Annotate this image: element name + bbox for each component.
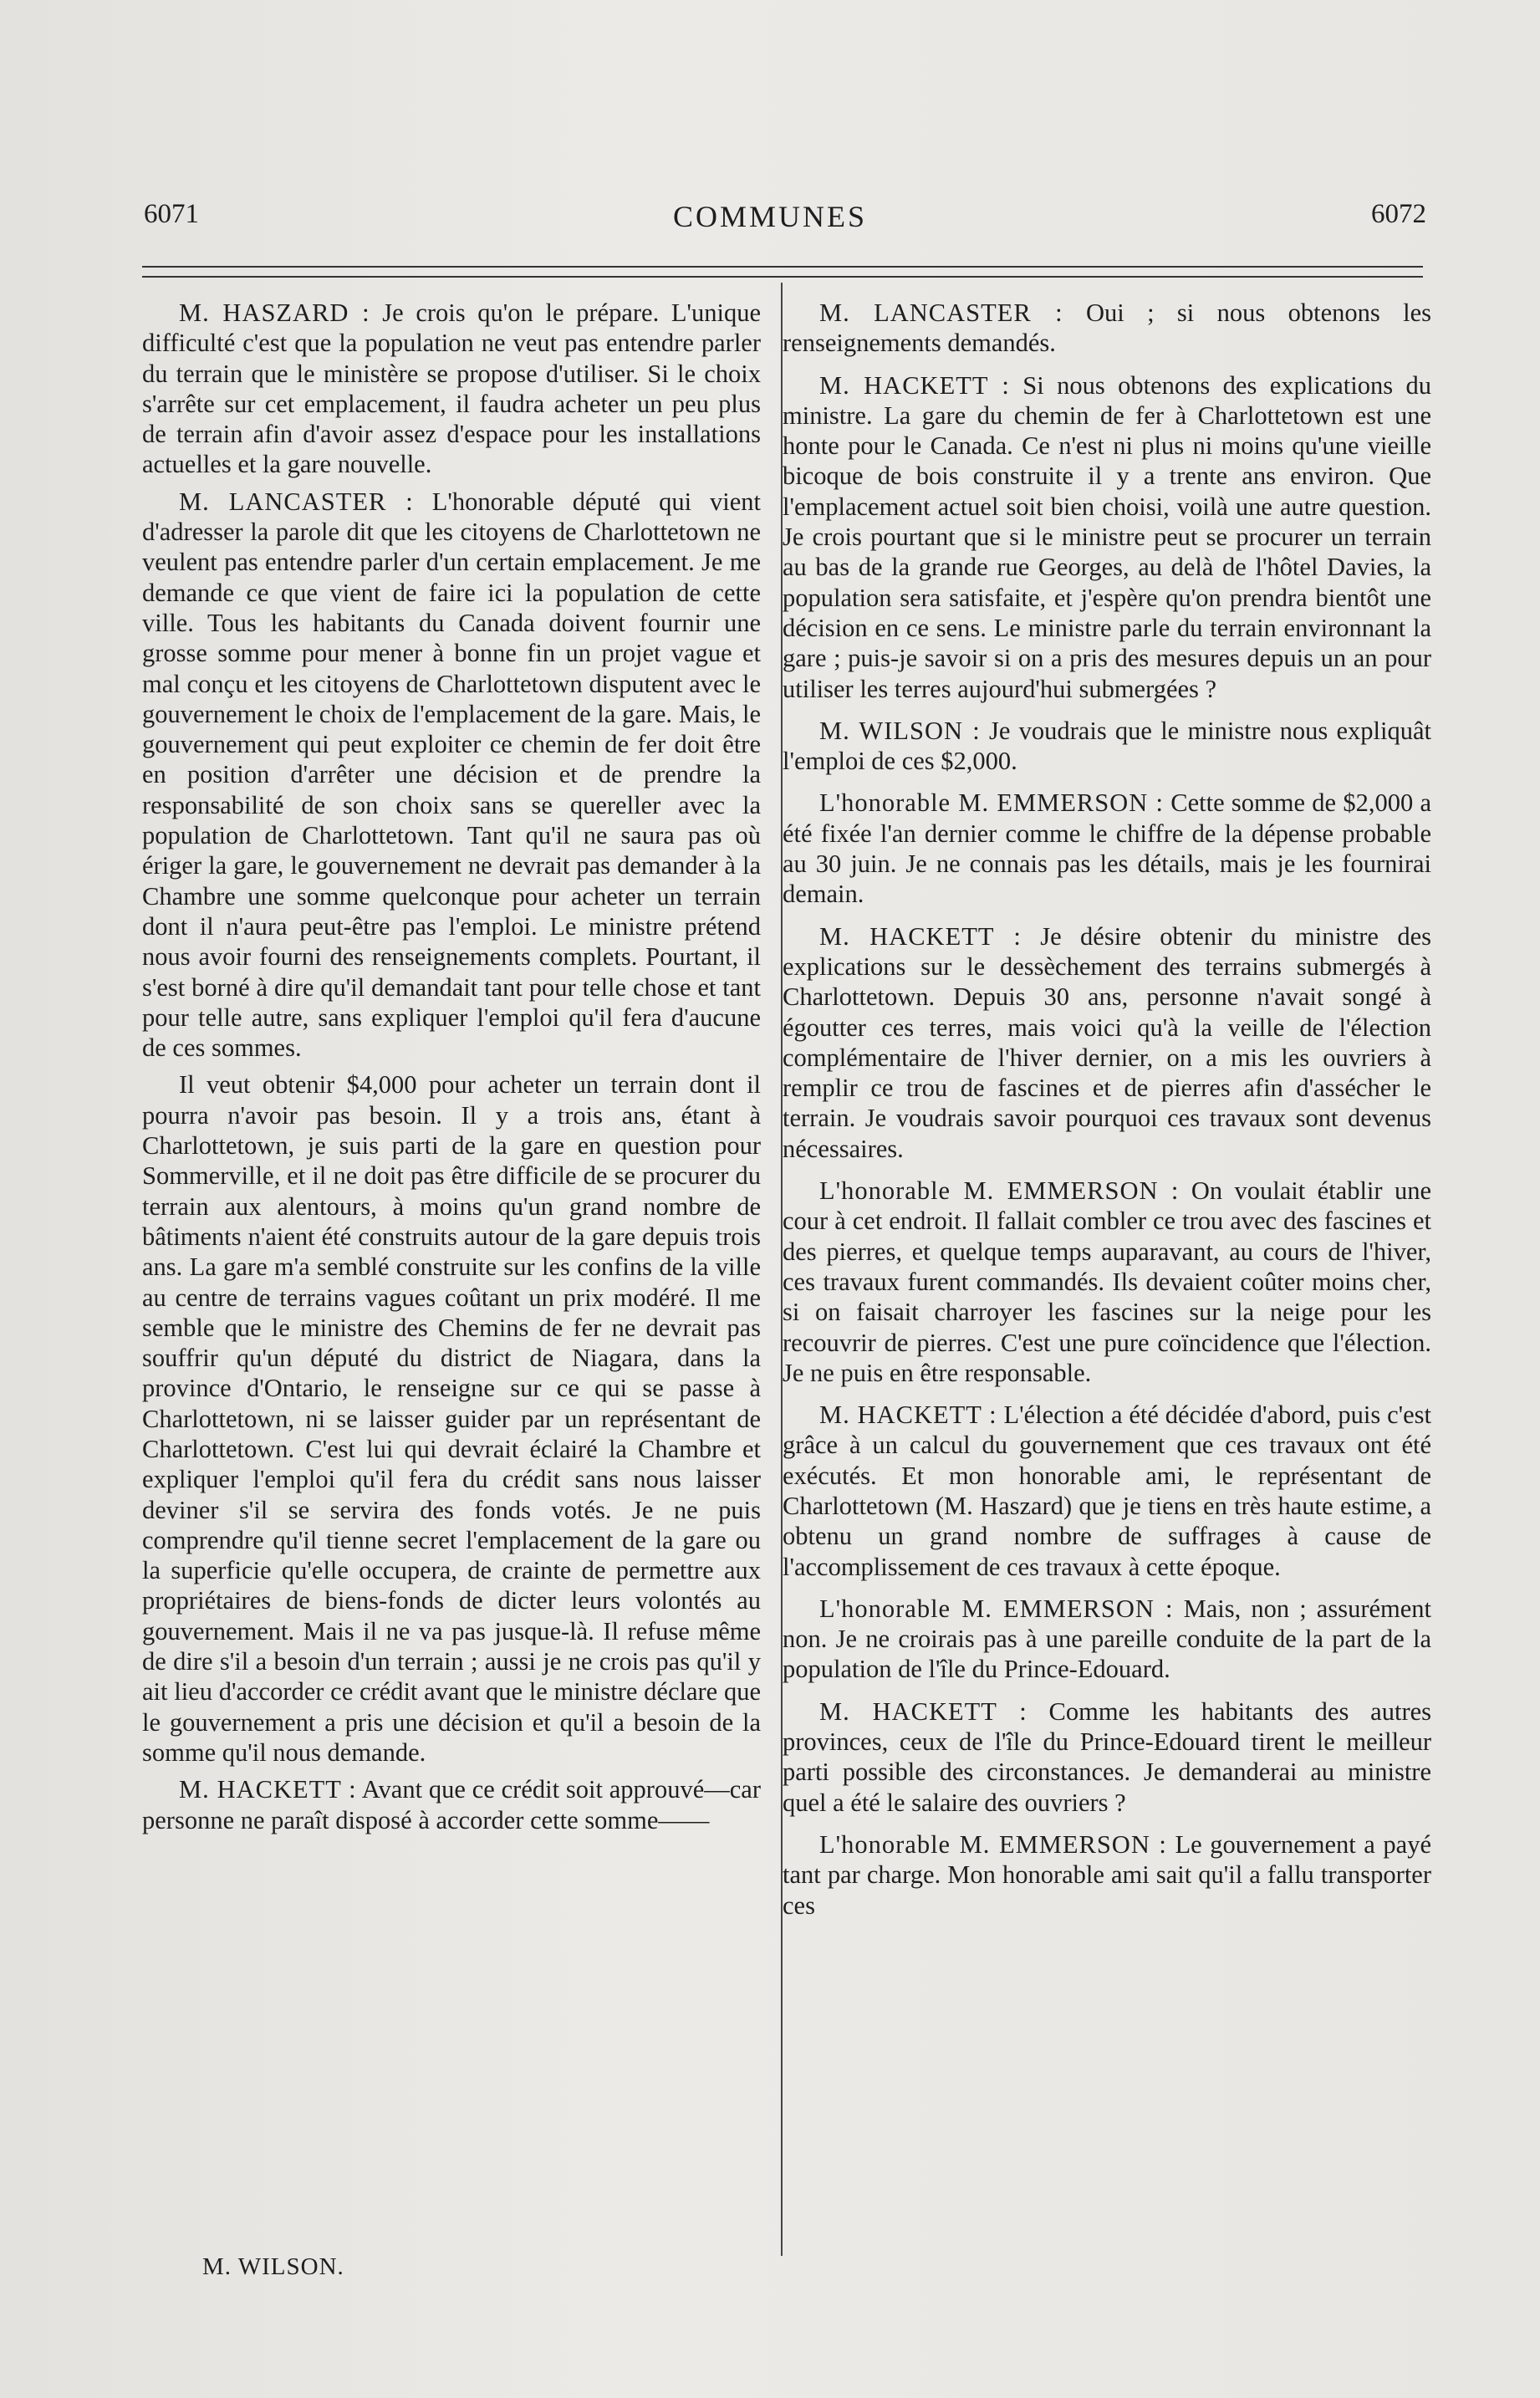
speaker-name: M. HASZARD : [179,298,370,327]
speaker-name: M. HACKETT : [179,1775,357,1804]
speech-text: L'élection a été décidée d'abord, puis c'est grâce à un calcul du gouvernement que ces travaux ont été exécutés. Et mon honorable ami, le représentant de Charlottetown (M. Haszard) que je tiens en très haute estime, a obtenu un grand nombre de suffrages à cause de l'accomplissement de ces travaux à cette époque. [783,1401,1431,1581]
speech-text: Il veut obtenir $4,000 pour acheter un terrain dont il pourra n'avoir pas besoin. Il y a trois ans, étant à Charlottetown, je suis parti de la gare en question pour Sommerville, et il ne doit pas être difficile de se procurer du terrain aux alentours, à moins qu'un grand nombre de bâtiments n'aient été construits autour de la gare depuis trois ans. La gare m'a semblé construite sur les confins de la ville au centre de terrains vagues coûtant un prix modéré. Il me semble que le ministre des Chemins de fer ne devrait pas souffrir qu'un député du district de Niagara, dans la province d'Ontario, le renseigne sur ce qui se passe à Charlottetown, ni se laisser guider par un représentant de Charlottetown. C'est lui qui devrait éclairé la Chambre et expliquer l'emploi qu'il fera du crédit sans nous laisser deviner s'il se servira des fonds votés. Je ne puis comprendre qu'il tienne secret l'emplacement de la gare ou la superficie qu'elle occupera, de crainte de permettre aux propriétaires de biens-fonds de dicter leurs volontés au gouvernement. Mais il ne va pas jusque-là. Il refuse même de dire s'il a besoin d'un terrain ; aussi je ne crois pas qu'il y ait lieu d'accorder ce crédit avant que le ministre déclare que le gouvernement a pris une décision et qu'il a besoin de la somme qu'il nous demande. [142,1070,761,1767]
speech-text: Je crois qu'on le prépare. L'unique difficulté c'est que la population ne veut pas entendre parler du terrain que le ministère se propose d'utiliser. Si le choix s'arrête sur cet emplacement, il faudra acheter un peu plus de terrain afin d'avoir assez d'espace pour les installations actuelles et la gare nouvelle. [142,298,762,479]
speaker-name: M. WILSON : [819,716,981,745]
speaker-name: M. HACKETT : [819,370,1010,400]
speech-text: Si nous obtenons des explications du ministre. La gare du chemin de fer à Charlottetown est une honte pour le Canada. Ce n'est ni plus ni moins qu'une vieille bicoque de bois construite il y a trente ans environ. Que l'emplacement actuel soit bien choisi, voilà une autre question. Je crois pourtant que si le ministre peut se procurer un terrain au bas de la grande rue Georges, au delà de l'hôtel Davies, la population sera satisfaite, et j'espère qu'on prendra bientôt une décision en ce sens. Le ministre parle du terrain environnant la gare ; puis-je savoir si on a pris des mesures depuis un an pour utiliser les terres aujourd'hui submergées ? [783,370,1432,703]
paragraph [783,1594,1431,1685]
speaker-name: M. HACKETT : [819,1401,997,1430]
paragraph [783,1400,1431,1582]
speaker-name: M. HACKETT : [819,921,1022,951]
speaker-name: L'honorable M. EMMERSON : [819,1176,1180,1206]
right-column [783,298,1431,1921]
paragraph [783,1696,1431,1818]
speech-text: Le gouvernement a payé tant par charge. Mon honorable ami sait qu'il a fallu transporter ces [783,1829,1431,1920]
paragraph [142,487,761,1064]
header-rule-bottom [142,276,1423,278]
paragraph [783,1829,1431,1921]
speech-text: Oui ; si nous obtenons les renseignements demandés. [783,298,1431,358]
paragraph [142,298,761,480]
paragraph [142,1069,761,1768]
paragraph [783,788,1431,909]
speech-text: Cette somme de $2,000 a été fixée l'an dernier comme le chiffre de la dépense probable au 30 juin. Je ne connais pas les détails, mais je les fournirai demain. [783,788,1431,909]
next-speaker-catchword: M. WILSON. [202,2253,344,2280]
header-rule-top [142,266,1423,268]
paragraph [142,1774,761,1835]
paragraph [783,1176,1431,1388]
speech-text: Je voudrais que le ministre nous expliquât l'emploi de ces $2,000. [783,716,1432,776]
speaker-name: L'honorable M. EMMERSON : [819,1594,1174,1623]
paragraph [783,716,1431,777]
running-title: COMMUNES [672,200,868,233]
speech-text: On voulait établir une cour à cet endroit. Il fallait combler ce trou avec des fascines et des pierres, et quelque temps auparavant, au cours de l'hiver, ces travaux furent commandés. Ils devaient coûter moins cher, si on faisait charroyer les fascines sur la neige pour les recouvrir de pierres. C'est une pure coïncidence que l'élection. Je ne puis en être responsable. [783,1176,1431,1387]
speaker-name: L'honorable M. EMMERSON : [819,788,1164,818]
left-column [142,298,761,1835]
speaker-name: M. LANCASTER : [819,298,1063,327]
page-header [0,199,1540,249]
speech-text: Je désire obtenir du ministre des explications sur le dessèchement des terrains submergés à Charlottetown. Depuis 30 ans, personne n'avait songé à égoutter ces terres, mais voici qu'à la veille de l'élection complémentaire de l'hiver dernier, on a mis les ouvriers à remplir ce trou de fascines et de pierres afin d'assécher le terrain. Je voudrais savoir pourquoi ces travaux sont devenus nécessaires. [783,921,1432,1163]
speaker-name: M. LANCASTER : [179,487,414,516]
speech-text: L'honorable député qui vient d'adresser la parole dit que les citoyens de Charlottetown ne veulent pas entendre parler d'un certain emplacement. Je me demande ce que vient de faire ici la population de cette ville. Tous les habitants du Canada doivent fournir une grosse somme pour mener à bonne fin un projet vague et mal conçu et les citoyens de Charlottetown disputent avec le gouvernement le choix de l'emplacement de la gare. Mais, le gouvernement qui peut exploiter ce chemin de fer doit être en position d'arrêter une décision et de prendre la responsabilité de son choix sans se quereller avec la population de Charlottetown. Tant qu'il ne saura pas où ériger la gare, le gouvernement ne devrait pas demander à la Chambre une somme quelconque pour acheter un terrain dont il n'aura peut-être pas l'emploi. Le ministre prétend nous avoir fourni des renseignements complets. Pourtant, il s'est borné à dire qu'il demandait tant pour telle chose et tant pour telle autre, sans expliquer l'emploi qu'il fera d'aucune de ces sommes. [142,487,761,1063]
paragraph [783,298,1431,359]
speaker-name: L'honorable M. EMMERSON : [819,1829,1167,1859]
page-number-left: 6071 [144,199,199,229]
speech-text: Avant que ce crédit soit approuvé—car personne ne paraît disposé à accorder cette somme—— [142,1775,761,1834]
speaker-name: M. HACKETT : [819,1696,1028,1726]
paragraph [783,370,1431,704]
page-number-right: 6072 [1371,199,1426,229]
paragraph [783,921,1431,1164]
speech-text: Comme les habitants des autres provinces, ceux de l'île du Prince-Edouard tirent le meilleur parti possible des circonstances. Je demanderai au ministre quel a été le salaire des ouvriers ? [783,1696,1432,1817]
speech-text: Mais, non ; assurément non. Je ne croirais pas à une pareille conduite de la part de la population de l'île du Prince-Edouard. [783,1594,1431,1684]
